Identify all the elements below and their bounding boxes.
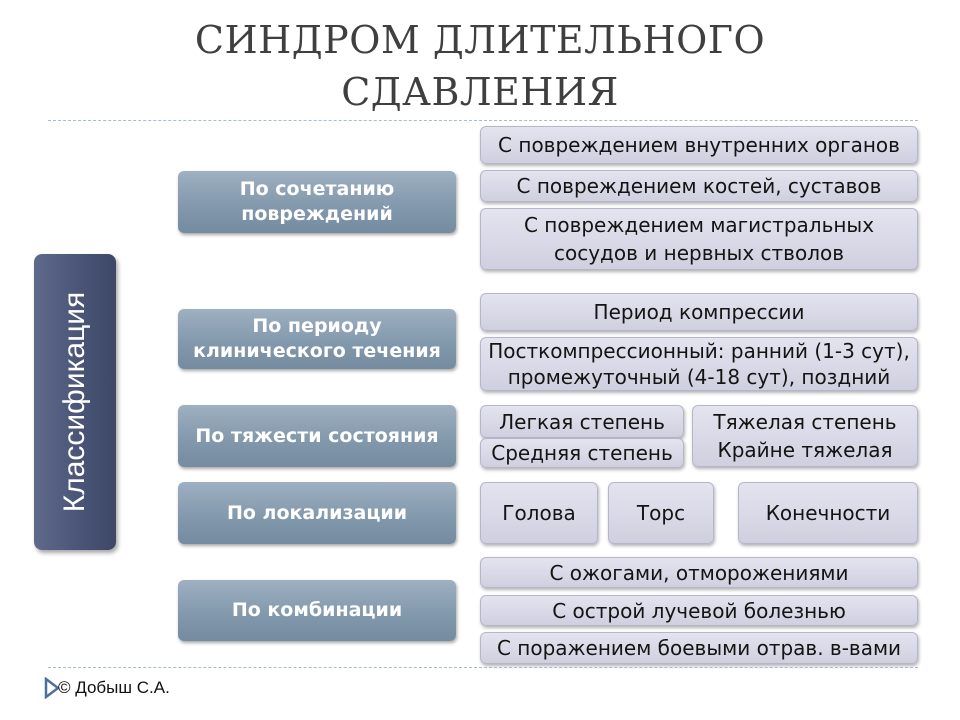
title-divider: [48, 120, 918, 121]
item-radiation-sickness: С острой лучевой болезнью: [480, 595, 918, 626]
page-title: СИНДРОМ ДЛИТЕЛЬНОГО СДАВЛЕНИЯ: [194, 18, 766, 114]
item-mild-degree: Легкая степень: [480, 405, 684, 438]
classification-box: [34, 254, 116, 550]
footer-credit: © Добыш С.А.: [58, 678, 170, 697]
item-moderate-degree: Средняя степень: [480, 438, 684, 468]
item-burns-frostbite: С ожогами, отморожениями: [480, 557, 918, 588]
category-combination-of-injuries: По сочетанию повреждений: [178, 171, 456, 233]
item-head: Голова: [480, 482, 598, 544]
category-clinical-period: По периоду клинического течения: [178, 309, 456, 369]
item-limbs: Конечности: [738, 482, 918, 544]
item-severe-degree: Тяжелая степень Крайне тяжелая: [692, 405, 918, 467]
category-combination: По комбинации: [178, 580, 456, 641]
item-torso: Торс: [608, 482, 714, 544]
item-post-compression-period: Посткомпрессионный: ранний (1-3 сут), промежуточный (4-18 сут), поздний: [480, 337, 918, 391]
item-chemical-agents: С поражением боевыми отрав. в-вами: [480, 632, 918, 664]
item-compression-period: Период компрессии: [480, 293, 918, 331]
footer-divider: [48, 667, 918, 668]
item-vessels-nerves: С повреждением магистральных сосудов и нервных стволов: [480, 208, 918, 270]
category-localization: По локализации: [178, 482, 456, 544]
item-bones-joints: С повреждением костей, суставов: [480, 170, 918, 202]
item-internal-organs: С повреждением внутренних органов: [480, 126, 918, 164]
classification-label: Классификация: [58, 291, 91, 513]
category-severity: По тяжести состояния: [178, 405, 456, 467]
